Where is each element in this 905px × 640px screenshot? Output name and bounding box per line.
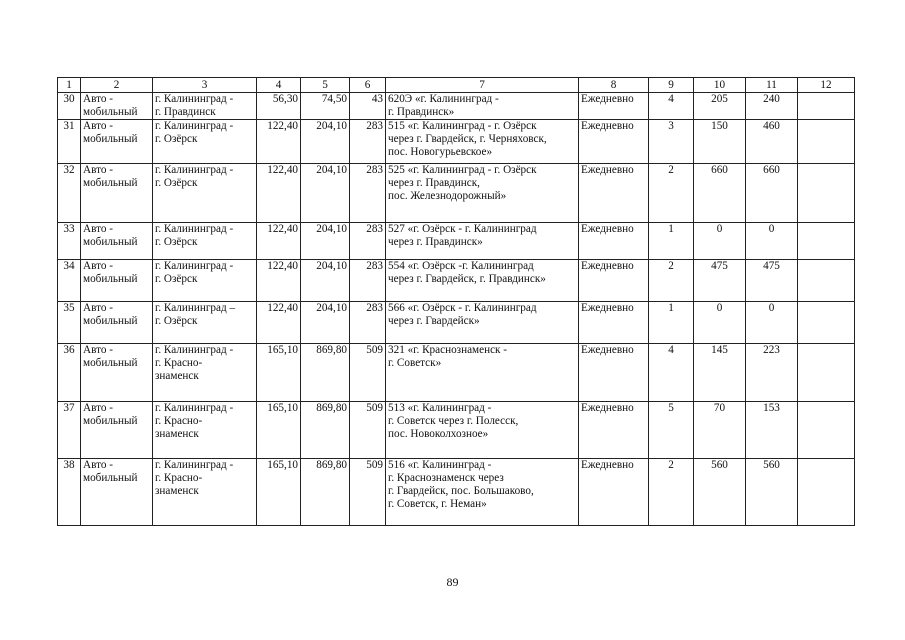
table-row xyxy=(58,260,855,302)
cell-line: г. Калининград - xyxy=(155,120,234,132)
row-number-cell: 32 xyxy=(58,164,81,223)
cell-line: мобильный xyxy=(83,236,138,248)
value-cell: 165,10 xyxy=(257,402,301,459)
cell-line: Авто - xyxy=(83,260,113,272)
cell-line: знаменск xyxy=(155,485,199,497)
cell-line: Авто - xyxy=(83,223,113,235)
value-cell: 283 xyxy=(350,164,386,223)
table-row xyxy=(58,344,855,402)
value-cell: 204,10 xyxy=(301,120,350,164)
transport-type-cell xyxy=(81,302,153,344)
cell-line: 525 «г. Калининград - г. Озёрск xyxy=(388,164,537,176)
transport-type-cell xyxy=(81,223,153,260)
value-cell: 2 xyxy=(649,164,694,223)
route-cell xyxy=(153,344,257,402)
cell-line: г. Озёрск xyxy=(155,133,198,145)
route-description-cell xyxy=(386,260,579,302)
value-cell xyxy=(798,459,855,526)
value-cell: 74,50 xyxy=(301,93,350,120)
value-cell: 122,40 xyxy=(257,223,301,260)
value-cell: 205 xyxy=(694,93,746,120)
value-cell: 2 xyxy=(649,260,694,302)
value-cell xyxy=(798,302,855,344)
route-cell xyxy=(153,164,257,223)
value-cell: 660 xyxy=(746,164,798,223)
cell-line: г. Краснознаменск через xyxy=(388,472,504,484)
column-header: 10 xyxy=(694,78,746,93)
value-cell: 204,10 xyxy=(301,260,350,302)
value-cell: 283 xyxy=(350,120,386,164)
table-row xyxy=(58,164,855,223)
frequency-cell: Ежедневно xyxy=(579,459,649,526)
value-cell: 204,10 xyxy=(301,164,350,223)
value-cell: 145 xyxy=(694,344,746,402)
row-number-cell: 33 xyxy=(58,223,81,260)
cell-line: 554 «г. Озёрск -г. Калининград xyxy=(388,260,534,272)
cell-line: 513 «г. Калининград - xyxy=(388,402,492,414)
row-number-cell: 34 xyxy=(58,260,81,302)
value-cell: 0 xyxy=(746,302,798,344)
route-description-cell xyxy=(386,223,579,260)
route-cell xyxy=(153,302,257,344)
route-description-cell xyxy=(386,344,579,402)
cell-line: через г. Правдинск, xyxy=(388,177,480,189)
value-cell: 509 xyxy=(350,459,386,526)
column-header: 9 xyxy=(649,78,694,93)
cell-line: Авто - xyxy=(83,164,113,176)
route-cell xyxy=(153,260,257,302)
value-cell: 3 xyxy=(649,120,694,164)
column-header: 5 xyxy=(301,78,350,93)
cell-line: г. Правдинск xyxy=(155,106,216,118)
cell-line: мобильный xyxy=(83,415,138,427)
cell-line: г. Озёрск xyxy=(155,273,198,285)
value-cell xyxy=(798,223,855,260)
cell-line: мобильный xyxy=(83,106,138,118)
column-header: 11 xyxy=(746,78,798,93)
value-cell: 122,40 xyxy=(257,302,301,344)
cell-line: пос. Железнодорожный» xyxy=(388,190,507,202)
cell-line: пос. Новоколхозное» xyxy=(388,428,489,440)
table-row xyxy=(58,459,855,526)
transport-type-cell xyxy=(81,344,153,402)
value-cell: 165,10 xyxy=(257,459,301,526)
cell-line: г. Калининград - xyxy=(155,93,234,105)
transport-type-cell xyxy=(81,164,153,223)
value-cell: 283 xyxy=(350,302,386,344)
column-header: 1 xyxy=(58,78,81,93)
value-cell: 460 xyxy=(746,120,798,164)
column-header: 3 xyxy=(153,78,257,93)
route-description-cell xyxy=(386,93,579,120)
value-cell: 5 xyxy=(649,402,694,459)
value-cell: 509 xyxy=(350,344,386,402)
routes-table xyxy=(57,77,855,526)
value-cell: 869,80 xyxy=(301,344,350,402)
value-cell: 1 xyxy=(649,223,694,260)
cell-line: 321 «г. Краснознаменск - xyxy=(388,344,507,356)
row-number-cell: 35 xyxy=(58,302,81,344)
cell-line: мобильный xyxy=(83,315,138,327)
column-header: 6 xyxy=(350,78,386,93)
cell-line: через г. Гвардейск» xyxy=(388,315,480,327)
row-number-cell: 30 xyxy=(58,93,81,120)
cell-line: мобильный xyxy=(83,273,138,285)
cell-line: г. Красно- xyxy=(155,472,203,484)
value-cell: 153 xyxy=(746,402,798,459)
cell-line: г. Правдинск» xyxy=(388,106,455,118)
value-cell: 660 xyxy=(694,164,746,223)
cell-line: мобильный xyxy=(83,133,138,145)
value-cell: 0 xyxy=(746,223,798,260)
transport-type-cell xyxy=(81,260,153,302)
frequency-cell: Ежедневно xyxy=(579,120,649,164)
value-cell xyxy=(798,402,855,459)
row-number-cell: 37 xyxy=(58,402,81,459)
value-cell: 4 xyxy=(649,344,694,402)
value-cell xyxy=(798,164,855,223)
value-cell xyxy=(798,93,855,120)
value-cell: 122,40 xyxy=(257,260,301,302)
value-cell: 122,40 xyxy=(257,120,301,164)
cell-line: г. Калининград - xyxy=(155,260,234,272)
frequency-cell: Ежедневно xyxy=(579,260,649,302)
value-cell: 509 xyxy=(350,402,386,459)
table-row xyxy=(58,120,855,164)
cell-line: 515 «г. Калининград - г. Озёрск xyxy=(388,120,537,132)
frequency-cell: Ежедневно xyxy=(579,402,649,459)
cell-line: через г. Гвардейск, г. Правдинск» xyxy=(388,273,546,285)
route-cell xyxy=(153,223,257,260)
column-header: 2 xyxy=(81,78,153,93)
table-header-row xyxy=(58,78,855,93)
route-description-cell xyxy=(386,402,579,459)
value-cell: 475 xyxy=(746,260,798,302)
value-cell: 283 xyxy=(350,223,386,260)
transport-type-cell xyxy=(81,459,153,526)
value-cell: 475 xyxy=(694,260,746,302)
value-cell: 869,80 xyxy=(301,402,350,459)
cell-line: Авто - xyxy=(83,459,113,471)
value-cell: 0 xyxy=(694,223,746,260)
cell-line: г. Советск через г. Полесск, xyxy=(388,415,519,427)
cell-line: г. Озёрск xyxy=(155,177,198,189)
route-cell xyxy=(153,459,257,526)
cell-line: мобильный xyxy=(83,357,138,369)
cell-line: через г. Гвардейск, г. Черняховск, xyxy=(388,133,547,145)
cell-line: знаменск xyxy=(155,370,199,382)
cell-line: г. Гвардейск, пос. Большаково, xyxy=(388,485,534,497)
cell-line: через г. Правдинск» xyxy=(388,236,483,248)
cell-line: г. Озёрск xyxy=(155,236,198,248)
value-cell: 283 xyxy=(350,260,386,302)
cell-line: Авто - xyxy=(83,302,113,314)
cell-line: знаменск xyxy=(155,428,199,440)
cell-line: г. Калининград - xyxy=(155,344,234,356)
route-cell xyxy=(153,402,257,459)
cell-line: г. Красно- xyxy=(155,415,203,427)
frequency-cell: Ежедневно xyxy=(579,164,649,223)
value-cell: 560 xyxy=(746,459,798,526)
cell-line: г. Красно- xyxy=(155,357,203,369)
route-description-cell xyxy=(386,302,579,344)
value-cell: 4 xyxy=(649,93,694,120)
transport-type-cell xyxy=(81,93,153,120)
cell-line: 516 «г. Калининград - xyxy=(388,459,492,471)
value-cell xyxy=(798,260,855,302)
value-cell: 43 xyxy=(350,93,386,120)
frequency-cell: Ежедневно xyxy=(579,223,649,260)
value-cell: 165,10 xyxy=(257,344,301,402)
value-cell: 204,10 xyxy=(301,223,350,260)
column-header: 4 xyxy=(257,78,301,93)
cell-line: Авто - xyxy=(83,93,113,105)
cell-line: Авто - xyxy=(83,402,113,414)
route-cell xyxy=(153,120,257,164)
column-header: 12 xyxy=(798,78,855,93)
cell-line: г. Калининград - xyxy=(155,223,234,235)
column-header: 7 xyxy=(386,78,579,93)
value-cell xyxy=(798,344,855,402)
frequency-cell: Ежедневно xyxy=(579,302,649,344)
value-cell: 869,80 xyxy=(301,459,350,526)
row-number-cell: 36 xyxy=(58,344,81,402)
route-cell xyxy=(153,93,257,120)
cell-line: г. Советск, г. Неман» xyxy=(388,498,487,510)
cell-line: г. Озёрск xyxy=(155,315,198,327)
value-cell: 204,10 xyxy=(301,302,350,344)
cell-line: мобильный xyxy=(83,472,138,484)
value-cell: 223 xyxy=(746,344,798,402)
cell-line: 620Э «г. Калининград - xyxy=(388,93,499,105)
row-number-cell: 38 xyxy=(58,459,81,526)
value-cell: 0 xyxy=(694,302,746,344)
transport-type-cell xyxy=(81,402,153,459)
cell-line: мобильный xyxy=(83,177,138,189)
transport-type-cell xyxy=(81,120,153,164)
cell-line: г. Советск» xyxy=(388,357,442,369)
frequency-cell: Ежедневно xyxy=(579,344,649,402)
page-number: 89 xyxy=(446,575,459,589)
cell-line: 566 «г. Озёрск - г. Калининград xyxy=(388,302,537,314)
frequency-cell: Ежедневно xyxy=(579,93,649,120)
table-row xyxy=(58,402,855,459)
value-cell xyxy=(798,120,855,164)
cell-line: г. Калининград - xyxy=(155,402,234,414)
value-cell: 2 xyxy=(649,459,694,526)
table-row xyxy=(58,302,855,344)
route-description-cell xyxy=(386,459,579,526)
column-header: 8 xyxy=(579,78,649,93)
table-row xyxy=(58,93,855,120)
value-cell: 122,40 xyxy=(257,164,301,223)
value-cell: 560 xyxy=(694,459,746,526)
value-cell: 1 xyxy=(649,302,694,344)
cell-line: Авто - xyxy=(83,344,113,356)
row-number-cell: 31 xyxy=(58,120,81,164)
value-cell: 56,30 xyxy=(257,93,301,120)
cell-line: г. Калининград - xyxy=(155,164,234,176)
cell-line: г. Калининград - xyxy=(155,459,234,471)
cell-line: пос. Новогурьевское» xyxy=(388,146,493,158)
value-cell: 150 xyxy=(694,120,746,164)
value-cell: 240 xyxy=(746,93,798,120)
route-description-cell xyxy=(386,164,579,223)
cell-line: Авто - xyxy=(83,120,113,132)
route-description-cell xyxy=(386,120,579,164)
cell-line: г. Калининград – xyxy=(155,302,236,314)
cell-line: 527 «г. Озёрск - г. Калининград xyxy=(388,223,537,235)
value-cell: 70 xyxy=(694,402,746,459)
table-row xyxy=(58,223,855,260)
